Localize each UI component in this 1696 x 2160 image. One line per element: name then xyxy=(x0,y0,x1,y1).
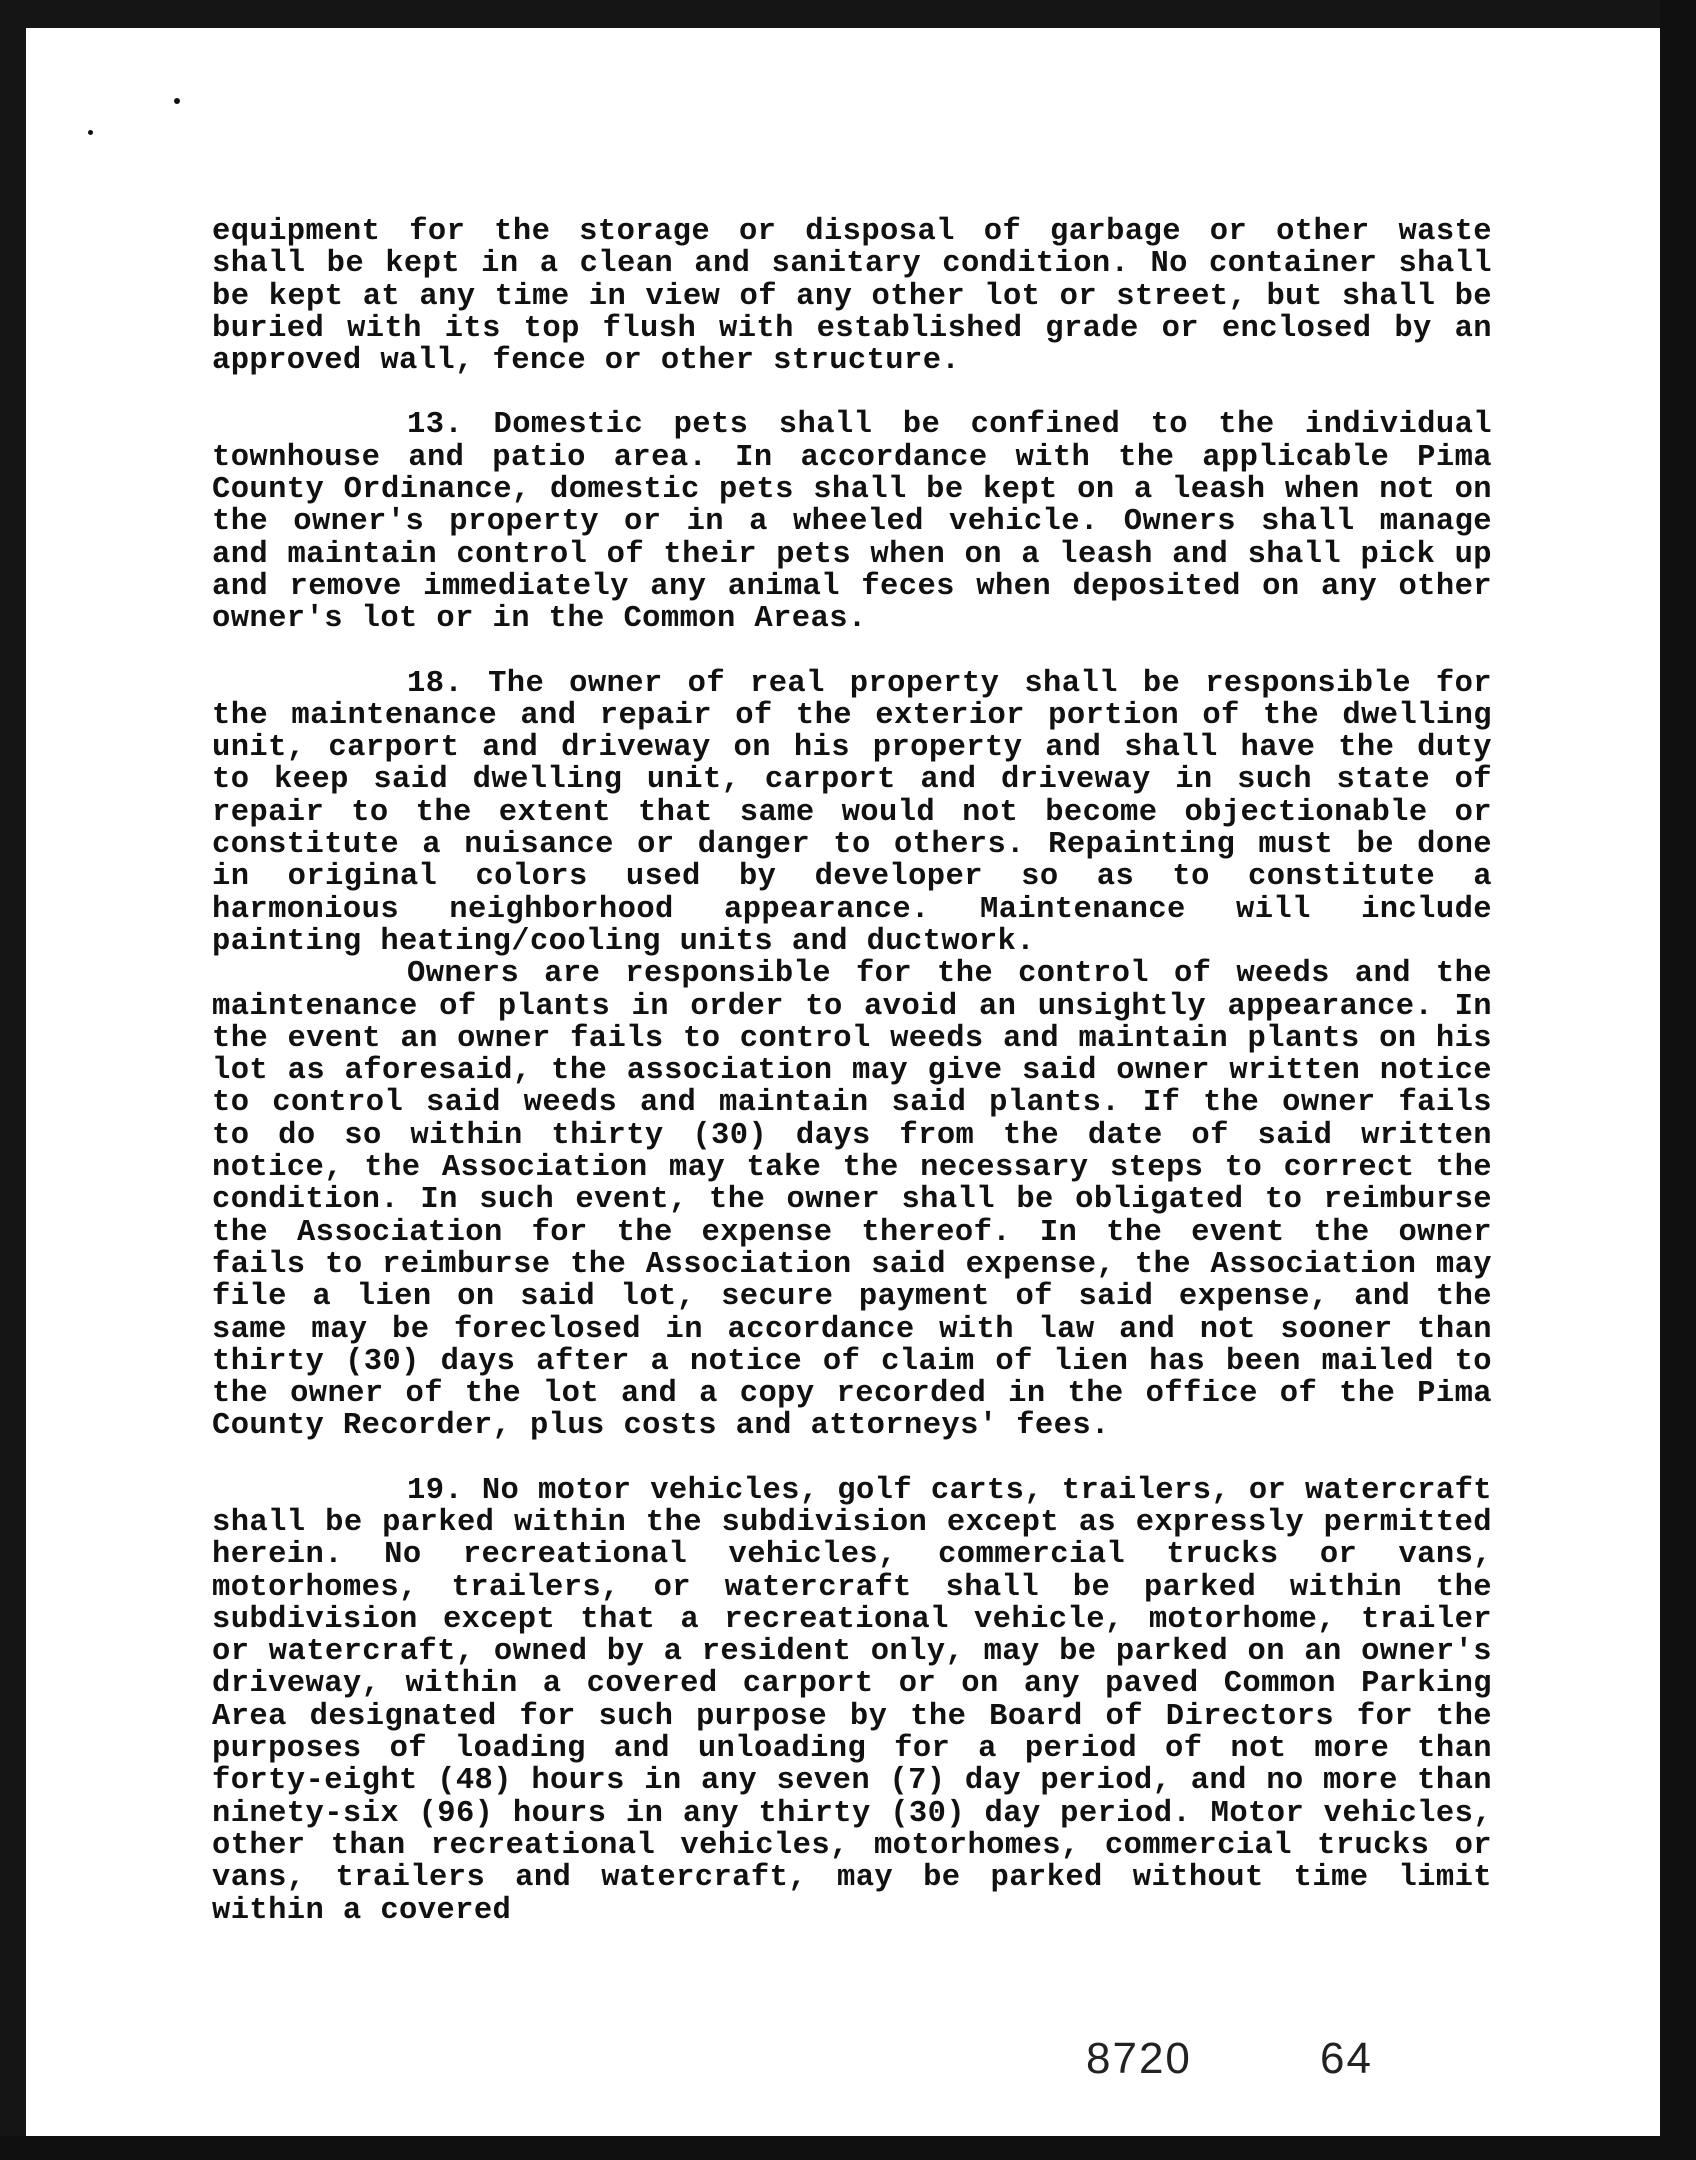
paragraph-garbage-continued: equipment for the storage or disposal of garbage or other waste shall be kept in a clean and sanitary condition. No container shall be kept at any time in view of any other lot or street, but shall be buried with its top flush with established grade or enclosed by an approved wall, fence or other structure. xyxy=(212,215,1492,379)
docket-number: 8720 xyxy=(1086,2034,1192,2083)
scan-border-bottom xyxy=(0,2136,1696,2160)
page-number: 64 xyxy=(1320,2034,1373,2083)
scan-speck xyxy=(88,130,93,135)
paragraph-19-vehicles: 19. No motor vehicles, golf carts, trailers, or watercraft shall be parked within the subdivision except as expressly permitted herein. No recreational vehicles, commercial trucks or vans, motorhomes, trailers, or watercraft shall be parked within the subdivision except that a recreational vehicle, motorhome, trailer or watercraft, owned by a resident only, may be parked on an owner's driveway, within a covered carport or on any paved Common Parking Area designated for such purpose by the Board of Directors for the purposes of loading and unloading for a period of not more than forty-eight (48) hours in any seven (7) day period, and no more than ninety-six (96) hours in any thirty (30) day period. Motor vehicles, other than recreational vehicles, motorhomes, commercial trucks or vans, trailers and watercraft, may be parked without time limit within a covered xyxy=(212,1473,1492,1928)
paragraph-13-pets: 13. Domestic pets shall be confined to the individual townhouse and patio area. In accordance with the applicable Pima County Ordinance, domestic pets shall be kept on a leash when not on the owner's property or in a wheeled vehicle. Owners shall manage and maintain control of their pets when on a leash and shall pick up and remove immediately any animal feces when deposited on any other owner's lot or in the Common Areas. xyxy=(212,408,1492,637)
document-body xyxy=(212,216,1492,1959)
paragraph-weeds: Owners are responsible for the control of weeds and the maintenance of plants in order to avoid an unsightly appearance. In the event an owner fails to control weeds and maintain plants on his lot as aforesaid, the association may give said owner written notice to control said weeds and maintain said plants. If the owner fails to do so within thirty (30) days from the date of said written notice, the Association may take the necessary steps to correct the condition. In such event, the owner shall be obligated to reimburse the Association for the expense thereof. In the event the owner fails to reimburse the Association said expense, the Association may file a lien on said lot, secure payment of said expense, and the same may be foreclosed in accordance with law and not sooner than thirty (30) days after a notice of claim of lien has been mailed to the owner of the lot and a copy recorded in the office of the Pima County Recorder, plus costs and attorneys' fees. xyxy=(212,957,1492,1444)
paragraph-18-maintenance: 18. The owner of real property shall be responsible for the maintenance and repair of the exterior portion of the dwelling unit, carport and driveway on his property and shall have the duty to keep said dwelling unit, carport and driveway in such state of repair to the extent that same would not become objectionable or constitute a nuisance or danger to others. Repainting must be done in original colors used by developer so as to constitute a harmonious neighborhood appearance. Maintenance will include painting heating/cooling units and ductwork. xyxy=(212,666,1492,959)
scan-speck xyxy=(174,98,180,104)
scan-border-right xyxy=(1660,0,1696,2160)
document-page xyxy=(26,28,1660,2136)
